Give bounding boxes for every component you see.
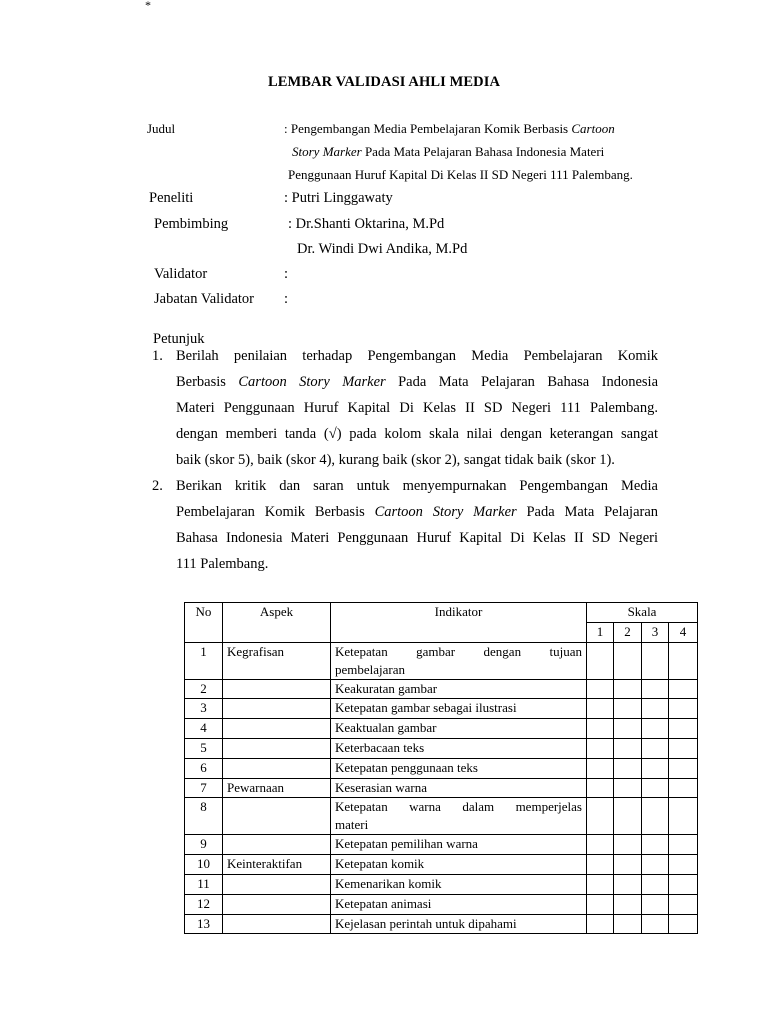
instruction-2-italic: Cartoon Story Marker — [374, 504, 517, 520]
score-cell-3[interactable] — [642, 874, 669, 894]
peneliti-value: : Putri Linggawaty — [284, 190, 393, 206]
petunjuk-heading: Petunjuk — [153, 331, 205, 347]
row-no: 3 — [185, 699, 223, 719]
header-no: No — [185, 603, 223, 643]
instruction-2 — [176, 473, 658, 577]
score-cell-1[interactable] — [587, 914, 614, 934]
score-cell-2[interactable] — [614, 855, 642, 875]
indikator-line-1: Ketepatan warna dalam memperjelas — [335, 799, 582, 815]
score-cell-1[interactable] — [587, 894, 614, 914]
row-no: 1 — [185, 642, 223, 679]
score-cell-1[interactable] — [587, 738, 614, 758]
judul-line-3: Penggunaan Huruf Kapital Di Kelas II SD Negeri 111 Palembang. — [288, 167, 633, 182]
row-indikator: Keterbacaan teks — [331, 738, 587, 758]
validator-value: : — [284, 266, 289, 282]
score-cell-3[interactable] — [642, 798, 669, 835]
instruction-2-line: Bahasa Indonesia Materi Penggunaan Huruf Kapital Di Kelas II SD Negeri — [176, 530, 658, 546]
table-row — [185, 738, 698, 758]
score-cell-2[interactable] — [614, 699, 642, 719]
score-cell-2[interactable] — [614, 738, 642, 758]
instruction-2-number: 2. — [152, 478, 163, 494]
row-indikator: Keaktualan gambar — [331, 719, 587, 739]
peneliti-label: Peneliti — [149, 190, 194, 206]
score-cell-3[interactable] — [642, 778, 669, 798]
asterisk-mark: * — [145, 0, 151, 12]
score-cell-2[interactable] — [614, 719, 642, 739]
validation-table — [184, 602, 698, 934]
score-cell-3[interactable] — [642, 642, 669, 679]
score-cell-1[interactable] — [587, 798, 614, 835]
instruction-1-text: Berbasis — [176, 374, 239, 390]
row-no: 7 — [185, 778, 223, 798]
row-no: 6 — [185, 758, 223, 778]
score-cell-4[interactable] — [669, 679, 698, 699]
score-cell-1[interactable] — [587, 855, 614, 875]
row-aspek — [223, 738, 331, 758]
jabatan-validator-label: Jabatan Validator — [154, 291, 254, 307]
table-row — [185, 855, 698, 875]
score-cell-4[interactable] — [669, 894, 698, 914]
score-cell-1[interactable] — [587, 719, 614, 739]
table-row — [185, 778, 698, 798]
row-aspek — [223, 798, 331, 835]
judul-line-2-italic: Story Marker — [292, 144, 362, 159]
instruction-1-line: baik (skor 5), baik (skor 4), kurang baik (skor 2), sangat tidak baik (skor 1). — [176, 452, 615, 468]
score-cell-2[interactable] — [614, 758, 642, 778]
table-row — [185, 699, 698, 719]
score-cell-4[interactable] — [669, 855, 698, 875]
row-no: 5 — [185, 738, 223, 758]
judul-line-1-text: : Pengembangan Media Pembelajaran Komik Berbasis — [284, 121, 572, 136]
score-cell-2[interactable] — [614, 894, 642, 914]
row-indikator: Ketepatan pemilihan warna — [331, 835, 587, 855]
score-cell-3[interactable] — [642, 894, 669, 914]
row-aspek — [223, 699, 331, 719]
instruction-2-line: Berikan kritik dan saran untuk menyempurnakan Pengembangan Media — [176, 478, 658, 494]
row-indikator — [331, 798, 587, 835]
row-no: 10 — [185, 855, 223, 875]
row-indikator: Kejelasan perintah untuk dipahami — [331, 914, 587, 934]
row-no: 12 — [185, 894, 223, 914]
instruction-1 — [176, 343, 658, 473]
scale-2: 2 — [614, 622, 642, 642]
score-cell-2[interactable] — [614, 778, 642, 798]
instruction-1-number: 1. — [152, 348, 163, 364]
row-indikator: Ketepatan penggunaan teks — [331, 758, 587, 778]
row-indikator — [331, 642, 587, 679]
row-no: 13 — [185, 914, 223, 934]
score-cell-2[interactable] — [614, 679, 642, 699]
score-cell-4[interactable] — [669, 914, 698, 934]
row-no: 11 — [185, 874, 223, 894]
instruction-2-line: 111 Palembang. — [176, 556, 269, 572]
row-no: 4 — [185, 719, 223, 739]
instruction-1-text: Pada Mata Pelajaran Bahasa Indonesia — [385, 374, 659, 390]
score-cell-1[interactable] — [587, 778, 614, 798]
score-cell-3[interactable] — [642, 738, 669, 758]
score-cell-4[interactable] — [669, 642, 698, 679]
scale-4: 4 — [669, 622, 698, 642]
row-aspek — [223, 894, 331, 914]
score-cell-3[interactable] — [642, 835, 669, 855]
score-cell-1[interactable] — [587, 874, 614, 894]
score-cell-4[interactable] — [669, 758, 698, 778]
score-cell-1[interactable] — [587, 758, 614, 778]
score-cell-2[interactable] — [614, 798, 642, 835]
row-aspek — [223, 835, 331, 855]
instruction-1-line: Materi Penggunaan Huruf Kapital Di Kelas II SD Negeri 111 Palembang. — [176, 400, 658, 416]
score-cell-2[interactable] — [614, 914, 642, 934]
pembimbing-label: Pembimbing — [154, 216, 229, 232]
table-row — [185, 642, 698, 679]
instruction-1-line: Berilah penilaian terhadap Pengembangan Media Pembelajaran Komik — [176, 348, 658, 364]
table-row — [185, 679, 698, 699]
score-cell-3[interactable] — [642, 758, 669, 778]
score-cell-3[interactable] — [642, 719, 669, 739]
page-title: LEMBAR VALIDASI AHLI MEDIA — [267, 74, 501, 90]
score-cell-4[interactable] — [669, 798, 698, 835]
validator-label: Validator — [154, 266, 208, 282]
indikator-line-2: materi — [335, 817, 369, 833]
row-aspek — [223, 679, 331, 699]
table-row — [185, 835, 698, 855]
row-aspek — [223, 758, 331, 778]
instruction-2-text: Pada Mata Pelajaran — [516, 504, 659, 520]
score-cell-2[interactable] — [614, 642, 642, 679]
row-aspek: Keinteraktifan — [223, 855, 331, 875]
row-aspek — [223, 914, 331, 934]
row-aspek: Pewarnaan — [223, 778, 331, 798]
row-indikator: Keserasian warna — [331, 778, 587, 798]
score-cell-4[interactable] — [669, 699, 698, 719]
header-indikator: Indikator — [331, 603, 587, 643]
score-cell-4[interactable] — [669, 778, 698, 798]
table-row — [185, 758, 698, 778]
score-cell-4[interactable] — [669, 719, 698, 739]
table-row — [185, 894, 698, 914]
instruction-1-line — [176, 369, 658, 395]
judul-label: Judul — [147, 121, 176, 136]
score-cell-4[interactable] — [669, 874, 698, 894]
row-indikator: Ketepatan gambar sebagai ilustrasi — [331, 699, 587, 719]
header-skala: Skala — [587, 603, 698, 623]
score-cell-2[interactable] — [614, 874, 642, 894]
score-cell-1[interactable] — [587, 679, 614, 699]
table-row — [185, 719, 698, 739]
instruction-1-line: dengan memberi tanda (√) pada kolom skala nilai dengan keterangan sangat — [176, 426, 658, 442]
row-indikator: Ketepatan komik — [331, 855, 587, 875]
judul-line-1-italic: Cartoon — [571, 121, 615, 136]
row-no: 9 — [185, 835, 223, 855]
score-cell-3[interactable] — [642, 679, 669, 699]
table-row — [185, 798, 698, 835]
header-aspek: Aspek — [223, 603, 331, 643]
indikator-line-1: Ketepatan gambar dengan tujuan — [335, 643, 582, 659]
row-no: 8 — [185, 798, 223, 835]
jabatan-validator-value: : — [284, 291, 289, 307]
score-cell-2[interactable] — [614, 835, 642, 855]
scale-1: 1 — [587, 622, 614, 642]
row-aspek — [223, 874, 331, 894]
score-cell-3[interactable] — [642, 914, 669, 934]
table-row — [185, 874, 698, 894]
pembimbing-1: : Dr.Shanti Oktarina, M.Pd — [288, 216, 445, 232]
row-no: 2 — [185, 679, 223, 699]
pembimbing-2: Dr. Windi Dwi Andika, M.Pd — [297, 241, 468, 257]
row-aspek — [223, 719, 331, 739]
row-indikator: Kemenarikan komik — [331, 874, 587, 894]
instruction-2-line — [176, 499, 658, 525]
score-cell-1[interactable] — [587, 642, 614, 679]
score-cell-1[interactable] — [587, 835, 614, 855]
row-aspek: Kegrafisan — [223, 642, 331, 679]
score-cell-1[interactable] — [587, 699, 614, 719]
table-header-row — [185, 603, 698, 623]
table-row — [185, 914, 698, 934]
instruction-2-text: Pembelajaran Komik Berbasis — [176, 504, 375, 520]
row-indikator: Keakuratan gambar — [331, 679, 587, 699]
score-cell-3[interactable] — [642, 855, 669, 875]
indikator-line-2: pembelajaran — [335, 661, 406, 677]
score-cell-4[interactable] — [669, 738, 698, 758]
score-cell-3[interactable] — [642, 699, 669, 719]
row-indikator: Ketepatan animasi — [331, 894, 587, 914]
judul-line-2-text: Pada Mata Pelajaran Bahasa Indonesia Materi — [361, 144, 605, 159]
judul-line-1 — [284, 121, 615, 137]
scale-3: 3 — [642, 622, 669, 642]
judul-line-2 — [292, 144, 604, 160]
instruction-1-italic: Cartoon Story Marker — [238, 374, 386, 390]
score-cell-4[interactable] — [669, 835, 698, 855]
